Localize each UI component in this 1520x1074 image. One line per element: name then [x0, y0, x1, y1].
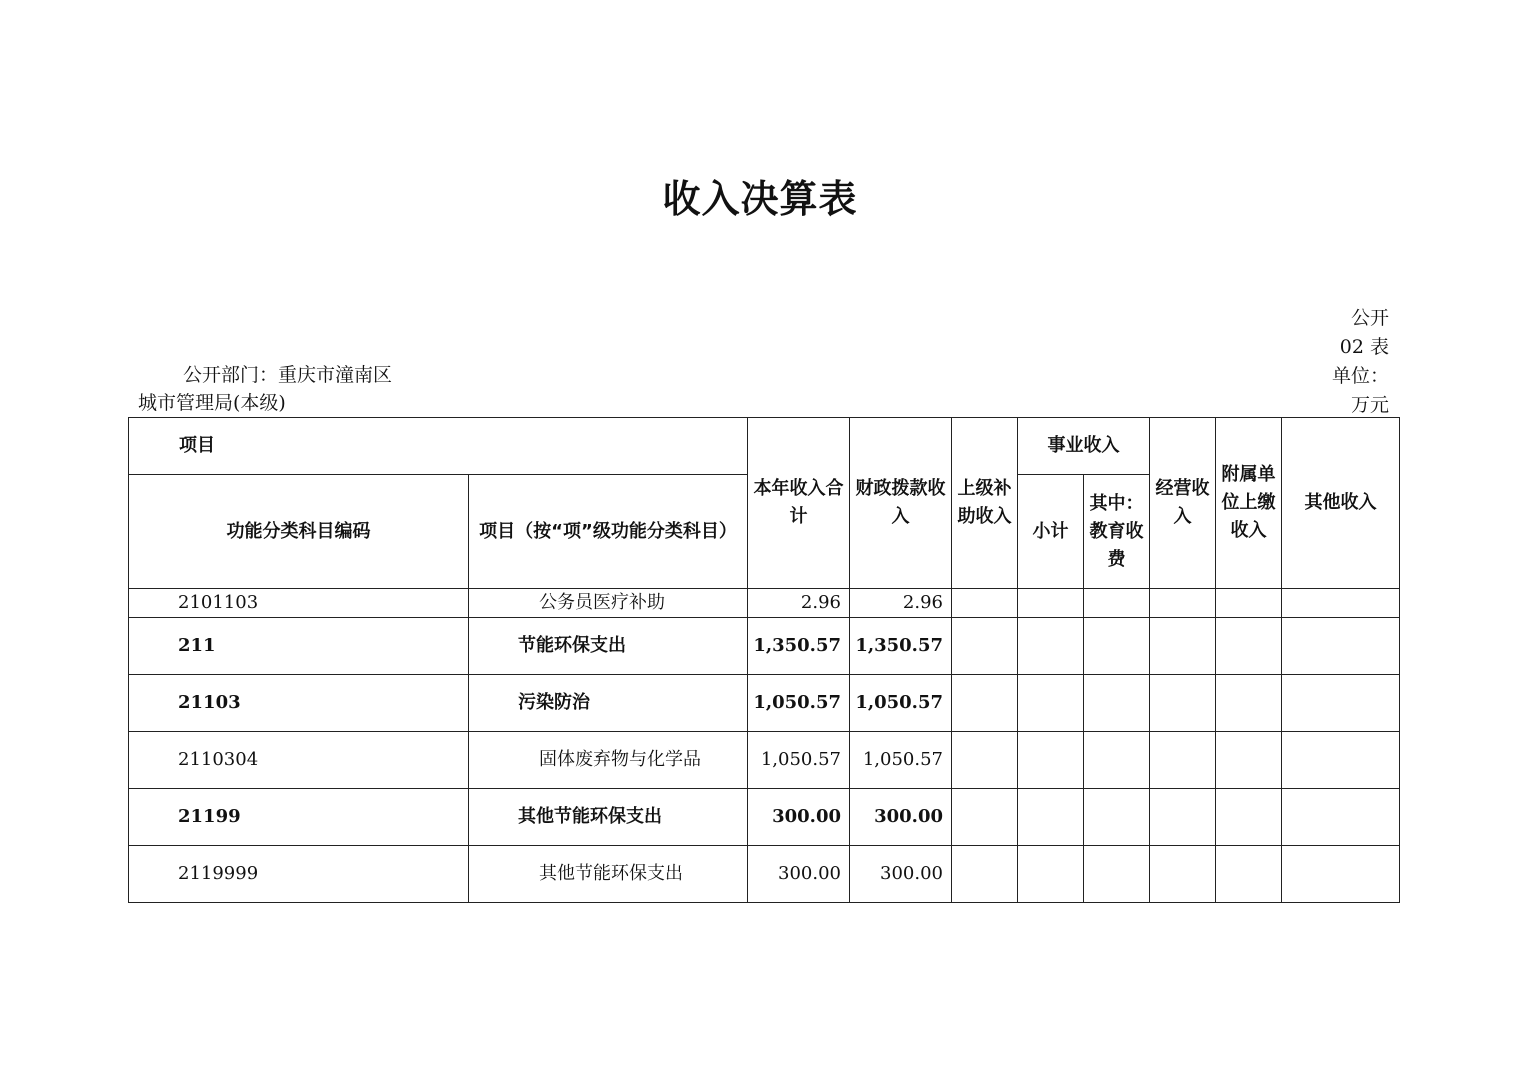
- page-title: 收入决算表: [662, 177, 858, 221]
- row-fiscal: 2.96: [850, 589, 952, 618]
- header-business: 事业收入: [1018, 418, 1150, 475]
- row-fiscal: 1,050.57: [850, 675, 952, 732]
- row-code: 2110304: [129, 732, 469, 789]
- row-code: 2101103: [129, 589, 469, 618]
- header-item: 项目: [129, 418, 748, 475]
- header-education: 其中：教育收费: [1084, 475, 1150, 589]
- row-code: 211: [129, 618, 469, 675]
- row-name: 节能环保支出: [469, 618, 748, 675]
- row-name: 公务员医疗补助: [469, 589, 748, 618]
- row-total: 1,350.57: [748, 618, 850, 675]
- row-code: 21199: [129, 789, 469, 846]
- row-total: 300.00: [748, 846, 850, 903]
- table-row: [129, 589, 1400, 618]
- table-row: [129, 732, 1400, 789]
- department-line-2: 城市管理局(本级): [138, 392, 286, 414]
- header-name: 项目（按“项”级功能分类科目）: [469, 475, 748, 589]
- header-code: 功能分类科目编码: [129, 475, 469, 589]
- table-row: [129, 789, 1400, 846]
- row-name: 其他节能环保支出: [469, 789, 748, 846]
- row-code: 21103: [129, 675, 469, 732]
- table-row: [129, 618, 1400, 675]
- row-name: 污染防治: [469, 675, 748, 732]
- header-total: 本年收入合计: [748, 418, 850, 589]
- header-upper-subsidy: 上级补助收入: [952, 418, 1018, 589]
- table-id-label: [1319, 304, 1389, 420]
- row-name: 其他节能环保支出: [469, 846, 748, 903]
- row-fiscal: 300.00: [850, 846, 952, 903]
- row-fiscal: 1,350.57: [850, 618, 952, 675]
- department-line-1: 公开部门：重庆市潼南区: [183, 364, 393, 386]
- header-subtotal: 小计: [1018, 475, 1084, 589]
- row-fiscal: 300.00: [850, 789, 952, 846]
- row-name: 固体废弃物与化学品: [469, 732, 748, 789]
- header-affiliated: 附属单位上缴收入: [1216, 418, 1282, 589]
- row-total: 2.96: [748, 589, 850, 618]
- unit-value: 万元: [1350, 394, 1389, 416]
- header-fiscal: 财政拨款收入: [850, 418, 952, 589]
- income-table: [128, 417, 1400, 903]
- row-total: 1,050.57: [748, 732, 850, 789]
- row-total: 1,050.57: [748, 675, 850, 732]
- row-fiscal: 1,050.57: [850, 732, 952, 789]
- row-total: 300.00: [748, 789, 850, 846]
- table-id-line: 公开: [1350, 307, 1389, 329]
- table-id-line: 02 表: [1339, 336, 1389, 358]
- row-code: 2119999: [129, 846, 469, 903]
- header-operating: 经营收入: [1150, 418, 1216, 589]
- header-other: 其他收入: [1282, 418, 1400, 589]
- unit-label: 单位：: [1331, 365, 1389, 387]
- table-row: [129, 846, 1400, 903]
- table-row: [129, 675, 1400, 732]
